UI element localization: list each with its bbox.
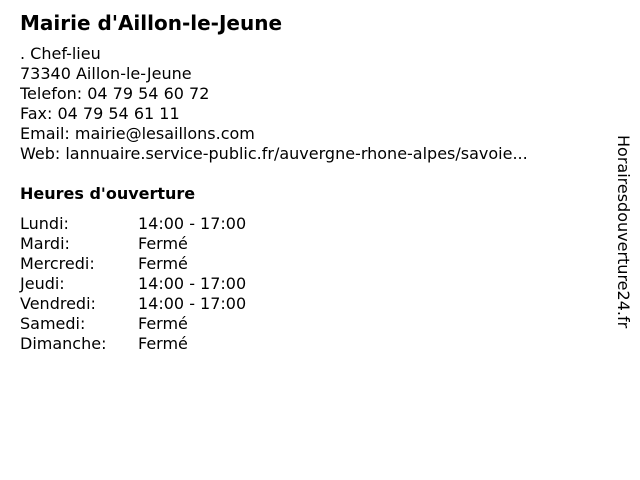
hours-row-thursday xyxy=(20,274,246,294)
day-label: Lundi: xyxy=(20,214,69,233)
day-label: Jeudi: xyxy=(20,274,65,293)
hours-row-wednesday xyxy=(20,254,246,274)
day-label: Samedi: xyxy=(20,314,86,333)
contact-block xyxy=(20,44,600,164)
postal-city: 73340 Aillon-le-Jeune xyxy=(20,64,192,83)
day-label: Dimanche: xyxy=(20,334,107,353)
day-label: Mercredi: xyxy=(20,254,95,273)
email-link[interactable]: Email: mairie@lesaillons.com xyxy=(20,124,255,143)
street-address: . Chef-lieu xyxy=(20,44,101,63)
time-value: Fermé xyxy=(138,314,188,333)
day-label: Vendredi: xyxy=(20,294,96,313)
fax-number: Fax: 04 79 54 61 11 xyxy=(20,104,180,123)
time-value: 14:00 - 17:00 xyxy=(138,274,247,293)
time-value: 14:00 - 17:00 xyxy=(138,214,247,233)
hours-row-tuesday xyxy=(20,234,246,254)
hours-row-monday xyxy=(20,214,246,234)
opening-hours-list xyxy=(20,214,246,354)
hours-heading: Heures d'ouverture xyxy=(20,184,196,203)
phone-number[interactable]: Telefon: 04 79 54 60 72 xyxy=(20,84,210,103)
hours-row-friday xyxy=(20,294,246,314)
web-link[interactable]: Web: lannuaire.service-public.fr/auvergne-rhone-alpes/savoie... xyxy=(20,144,528,163)
day-label: Mardi: xyxy=(20,234,70,253)
hours-row-saturday xyxy=(20,314,246,334)
time-value: 14:00 - 17:00 xyxy=(138,294,247,313)
time-value: Fermé xyxy=(138,234,188,253)
hours-row-sunday xyxy=(20,334,246,354)
brand-name[interactable]: Horairesdouverture24.fr xyxy=(614,135,633,329)
page-title: Mairie d'Aillon-le-Jeune xyxy=(20,11,283,35)
time-value: Fermé xyxy=(138,254,188,273)
time-value: Fermé xyxy=(138,334,188,353)
brand-sidebar xyxy=(611,135,635,375)
